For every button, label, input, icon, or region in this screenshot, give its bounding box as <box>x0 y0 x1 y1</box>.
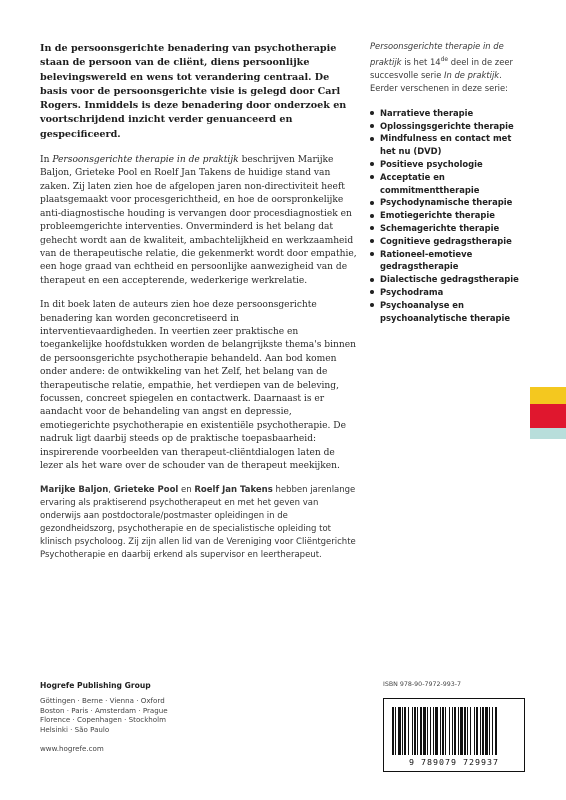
list-item: Dialectische gedragstherapie <box>370 273 520 286</box>
list-item: Emotiegerichte therapie <box>370 209 520 222</box>
list-item: Mindfulness en contact met het nu (DVD) <box>370 132 520 158</box>
list-item: Schemagerichte therapie <box>370 222 520 235</box>
publisher-cities-line: Helsinki · São Paulo <box>40 724 110 734</box>
barcode-bars-icon <box>392 707 518 755</box>
publisher-name: Hogrefe Publishing Group <box>40 681 151 690</box>
publisher-url: www.hogrefe.com <box>40 744 104 754</box>
list-item: Psychodynamische therapie <box>370 196 520 209</box>
intro-paragraph: In de persoonsgerichte benadering van psychotherapie staan de persoon van de cliënt, diens persoonlijke belevingswereld en wens tot verandering centraal. De basis voor de persoonsgerichte visie is gelegd door Carl Rogers. Inmiddels is deze benadering door onderzoek en voortschrijdend inzicht verder genuanceerd en gespecificeerd. <box>40 43 347 140</box>
list-item: Narratieve therapie <box>370 107 520 120</box>
series-list <box>370 107 520 325</box>
list-item: Acceptatie en commitmenttherapie <box>370 171 520 197</box>
isbn-label: ISBN 978-90-7972-993-7 <box>383 681 462 688</box>
barcode <box>383 698 525 772</box>
publisher-cities-line: Boston · Paris · Amsterdam · Prague <box>40 705 168 715</box>
series-intro: Persoonsgerichte therapie in de praktijk is het 14de deel in de zeer succesvolle serie In de praktijk. Eerder verschenen in deze serie: <box>370 41 513 93</box>
color-stripe-red <box>530 404 566 428</box>
publisher-block <box>40 681 240 753</box>
author-name: Marijke Baljon <box>40 485 109 496</box>
barcode-number: 9 789079 729937 <box>409 757 499 767</box>
list-item: Rationeel-emotieve gedragstherapie <box>370 248 520 274</box>
author-bio: Marijke Baljon, Grieteke Pool en Roelf Jan Takens hebben jarenlange ervaring als praktiserend psychotherapeut en met het geven van onderwijs aan postdoctorale/postmaster opleidingen in de gezondheidszorg, psychotherapie en de specialistische opleiding tot klinisch psycholoog. Zij zijn allen lid van de Vereniging voor Cliëntgerichte Psychotherapie en daarbij erkend als supervisor en leertherapeut. <box>40 485 356 561</box>
publisher-cities-line: Göttingen · Berne · Vienna · Oxford <box>40 696 165 705</box>
list-item: Oplossingsgerichte therapie <box>370 120 520 133</box>
description-paragraph-2: In dit boek laten de auteurs zien hoe deze persoonsgerichte benadering kan worden geconcretiseerd in interventievaardigheden. In veertien zeer praktische en toegankelijke hoofdstukken worden de belangrijkste thema's binnen de persoonsgerichte psychotherapie behandeld. Aan bod komen onder andere: de ontwikkeling van het Zelf, het belang van de therapeutische relatie, empathie, het verdiepen van de beleving, focussen, concreet spiegelen en contactwerk. Daarnaast is er aandacht voor de behandeling van angst en depressie, emotiegerichte psychotherapie en existentiële psychotherapie. De nadruk ligt daarbij steeds op de praktische toepasbaarheid: inspirerende voorbeelden van therapeut-cliëntdialogen laten de lezer als het ware over de schouder van de therapeut meekijken. <box>40 300 356 472</box>
author-name: Grieteke Pool <box>113 485 179 496</box>
color-stripe-teal <box>530 428 566 439</box>
list-item: Psychodrama <box>370 286 520 299</box>
list-item: Positieve psychologie <box>370 158 520 171</box>
list-item: Psychoanalyse en psychoanalytische therapie <box>370 299 520 325</box>
book-title: Persoonsgerichte therapie in de praktijk <box>52 155 239 166</box>
back-cover-text <box>40 42 358 562</box>
publisher-cities-line: Florence · Copenhagen · Stockholm <box>40 715 167 725</box>
series-sidebar <box>370 40 520 324</box>
list-item: Cognitieve gedragstherapie <box>370 235 520 248</box>
author-name: Roelf Jan Takens <box>194 485 273 496</box>
color-stripe-yellow <box>530 387 566 404</box>
description-paragraph-1: In Persoonsgerichte therapie in de praktijk beschrijven Marijke Baljon, Grieteke Pool en Roelf Jan Takens de huidige stand van zaken. Zij laten zien hoe de afgelopen jaren non-directiviteit heeft plaatsgemaakt voor procesgerichtheid, en hoe de oorspronkelijke anti-diagnostische houding is vervangen door procesdiagnostiek en probleemgerichte interventies. Onverminderd is het belang dat gehecht wordt aan de kwaliteit, ambachtelijkheid en werkzaamheid van de therapeutische relatie, die gekenmerkt wordt door empathie, een hoge graad van echtheid en persoonlijke aanwezigheid van de therapeut en een accepterende, wederkerige werkrelatie. <box>40 155 357 286</box>
